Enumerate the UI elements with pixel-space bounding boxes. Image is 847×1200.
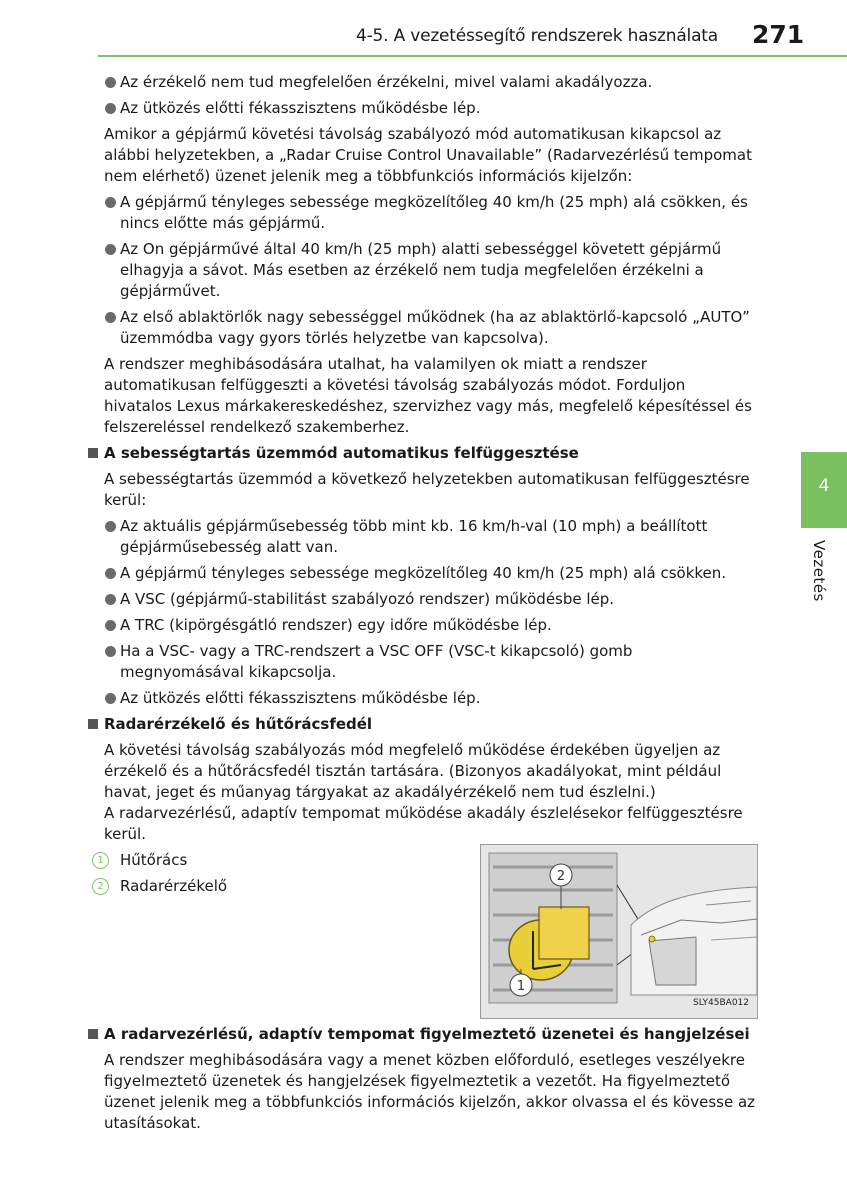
section-title: 4-5. A vezetéssegítő rendszerek használata xyxy=(356,26,718,46)
bullet-dot-icon xyxy=(105,103,116,114)
paragraph: A rendszer meghibásodására utalhat, ha valamilyen ok miatt a rendszer automatikusan felfüggeszti a követési távolság szabályozás módot. Forduljon hivatalos Lexus márkakereskedéshez, szervizhez vagy más, megfelelő képesítéssel és felszereléssel rendelkező szakemberhez. xyxy=(104,355,752,436)
list-item-text: Az ütközés előtti fékasszisztens működésbe lép. xyxy=(120,99,481,117)
bullet-dot-icon xyxy=(105,521,116,532)
paragraph: A sebességtartás üzemmód a következő helyzetekben automatikusan felfüggesztésre kerül: xyxy=(104,470,750,509)
list-item xyxy=(104,615,756,636)
list-item-text: Az aktuális gépjárműsebesség több mint kb. 16 km/h-val (10 mph) a beállított gépjárműsebesség alatt van. xyxy=(120,517,708,556)
callout-number: 1 xyxy=(92,852,109,869)
list-item xyxy=(104,641,756,683)
square-bullet-icon xyxy=(88,1029,98,1039)
list-item xyxy=(104,72,756,93)
list-item-text: A gépjármű tényleges sebessége megközelítőleg 40 km/h (25 mph) alá csökken, és nincs előtte más gépjármű. xyxy=(120,193,748,232)
bullet-dot-icon xyxy=(105,244,116,255)
callout-label: Radarérzékelő xyxy=(120,877,228,895)
figure-code: SLY45BA012 xyxy=(693,998,749,1008)
svg-text:1: 1 xyxy=(516,979,526,994)
section-heading xyxy=(88,714,756,735)
header-rule xyxy=(98,55,847,57)
paragraph: A rendszer meghibásodására vagy a menet közben előforduló, esetleges veszélyekre figyelmeztető üzenetek és hangjelzések figyelmeztetik a vezetőt. Ha figyelmeztető üzenet jelenik meg a többfunkciós információs kijelzőn, akkor olvassa el és kövesse az utasításokat. xyxy=(104,1051,756,1132)
figure-block xyxy=(97,850,756,1020)
callout-label: Hűtőrács xyxy=(120,851,188,869)
list-item-text: A VSC (gépjármű-stabilitást szabályozó rendszer) működésbe lép. xyxy=(120,590,615,608)
heading-text: A sebességtartás üzemmód automatikus felfüggesztése xyxy=(104,444,579,462)
paragraph: A radarvezérlésű, adaptív tempomat működése akadály észlelésekor felfüggesztésre kerül. xyxy=(104,804,743,843)
list-item xyxy=(104,688,756,709)
square-bullet-icon xyxy=(88,719,98,729)
list-item-text: Ha a VSC- vagy a TRC-rendszert a VSC OFF (VSC-t kikapcsoló) gomb megnyomásával kikapcsolja. xyxy=(120,642,633,681)
list-item-text: A gépjármű tényleges sebessége megközelítőleg 40 km/h (25 mph) alá csökken. xyxy=(120,564,727,582)
svg-text:2: 2 xyxy=(556,869,566,884)
heading-text: Radarérzékelő és hűtőrácsfedél xyxy=(104,715,373,733)
list-item xyxy=(104,563,756,584)
list-item xyxy=(104,589,756,610)
heading-text: A radarvezérlésű, adaptív tempomat figyelmeztető üzenetei és hangjelzései xyxy=(104,1025,750,1043)
section-heading xyxy=(88,1024,756,1045)
bullet-dot-icon xyxy=(105,568,116,579)
list-item xyxy=(104,192,756,234)
list-item xyxy=(104,239,756,302)
list-item xyxy=(104,516,756,558)
list-item xyxy=(104,98,756,119)
list-item-text: Az ütközés előtti fékasszisztens működésbe lép. xyxy=(120,689,481,707)
list-item-text: Az első ablaktörlők nagy sebességgel működnek (ha az ablaktörlő-kapcsoló „AUTO” üzemmódba vagy gyors törlés helyzetbe van kapcsolva). xyxy=(120,308,750,347)
bullet-dot-icon xyxy=(105,197,116,208)
bullet-dot-icon xyxy=(105,77,116,88)
grille-sensor-illustration xyxy=(480,844,758,1019)
section-heading xyxy=(88,443,756,464)
page-content xyxy=(97,72,756,1139)
bullet-dot-icon xyxy=(105,646,116,657)
bullet-dot-icon xyxy=(105,594,116,605)
paragraph: Amikor a gépjármű követési távolság szabályozó mód automatikusan kikapcsol az alábbi helyzetekben, a „Radar Cruise Control Unavailable” (Radarvezérlésű tempomat nem elérhető) üzenet jelenik meg a többfunkciós információs kijelzőn: xyxy=(104,125,752,185)
bullet-dot-icon xyxy=(105,693,116,704)
page-number: 271 xyxy=(752,20,805,49)
paragraph: A követési távolság szabályozás mód megfelelő működése érdekében ügyeljen az érzékelő és a hűtőrácsfedél tisztán tartására. (Bizonyos akadályokat, mint például havat, jeget és műanyag tárgyakat az akadályérzékelő nem tud észlelni.) xyxy=(104,741,722,801)
square-bullet-icon xyxy=(88,448,98,458)
list-item-text: A TRC (kipörgésgátló rendszer) egy időre működésbe lép. xyxy=(120,616,552,634)
bullet-dot-icon xyxy=(105,312,116,323)
list-item-text: Az On gépjárművé által 40 km/h (25 mph) alatti sebességgel követett gépjármű elhagyja a sávot. Más esetben az érzékelő nem tudja megfelelően érzékelni a gépjárművet. xyxy=(120,240,722,300)
bullet-dot-icon xyxy=(105,620,116,631)
list-item-text: Az érzékelő nem tud megfelelően érzékelni, mivel valami akadályozza. xyxy=(120,73,653,91)
chapter-label: Vezetés xyxy=(810,540,828,602)
chapter-tab[interactable] xyxy=(801,452,847,528)
chapter-number: 4 xyxy=(818,476,830,496)
list-item xyxy=(104,307,756,349)
callout-number: 2 xyxy=(92,878,109,895)
